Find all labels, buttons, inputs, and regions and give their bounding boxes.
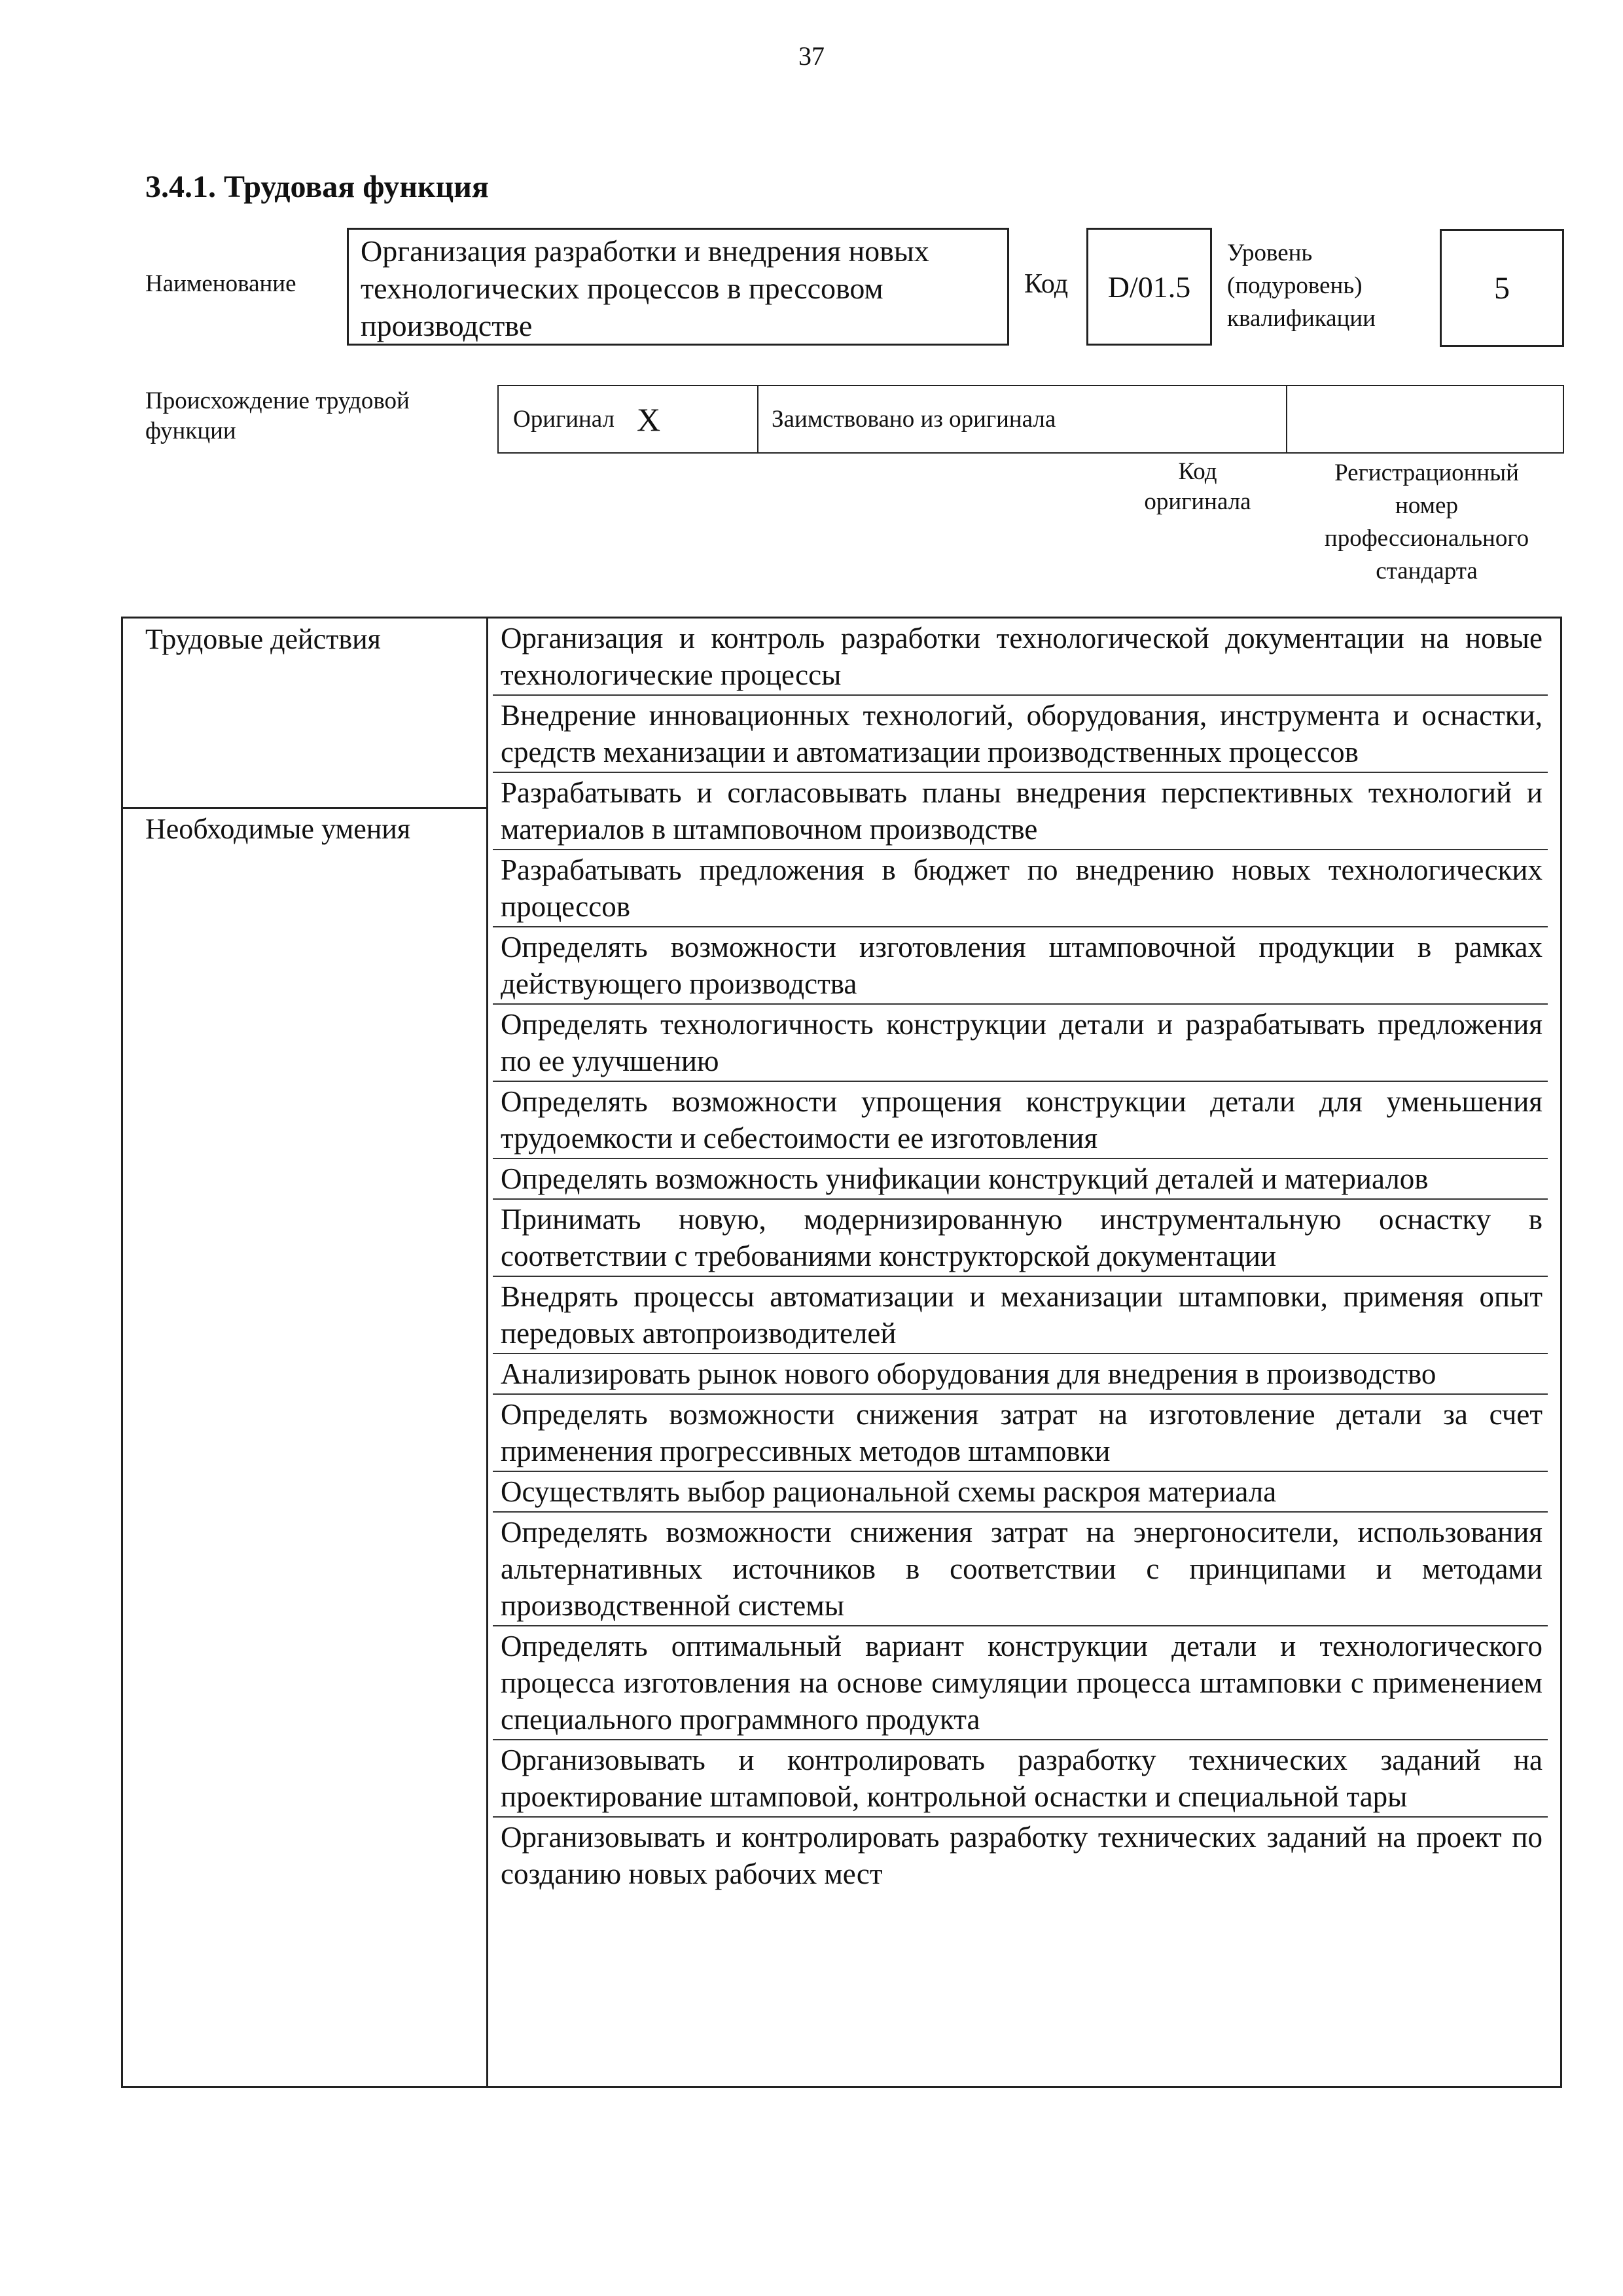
name-label: Наименование bbox=[145, 270, 296, 297]
skill-item: Определять оптимальный вариант конструкции детали и технологического процесса изготовления на основе симуляции процесса штамповки с применением специального программного продукта bbox=[493, 1626, 1548, 1740]
origin-borrowed-cell: Заимствовано из оригинала bbox=[758, 386, 1287, 452]
caption-line: Регистрационный bbox=[1334, 459, 1519, 486]
origin-regnum-cell bbox=[1287, 386, 1563, 452]
caption-line: стандарта bbox=[1376, 558, 1478, 584]
skill-item: Определять возможности снижения затрат на изготовление детали за счет применения прогрессивных методов штамповки bbox=[493, 1395, 1548, 1472]
category-divider bbox=[123, 807, 486, 809]
origin-original-cell bbox=[499, 386, 758, 452]
skill-item: Внедрять процессы автоматизации и механизации штамповки, применяя опыт передовых автопроизводителей bbox=[493, 1277, 1548, 1354]
skill-item: Разрабатывать предложения в бюджет по внедрению новых технологических процессов bbox=[493, 850, 1548, 927]
caption-registration-number bbox=[1293, 457, 1561, 588]
origin-original-label: Оригинал bbox=[513, 406, 615, 433]
labor-action-item: Организация и контроль разработки технологической документации на новые технологические процессы bbox=[493, 619, 1548, 696]
skill-item: Определять технологичность конструкции детали и разрабатывать предложения по ее улучшению bbox=[493, 1005, 1548, 1082]
skill-item: Принимать новую, модернизированную инструментальную оснастку в соответствии с требованиями конструкторской документации bbox=[493, 1200, 1548, 1277]
code-value-box: D/01.5 bbox=[1086, 228, 1212, 346]
name-value-box: Организация разработки и внедрения новых технологических процессов в прессовом производстве bbox=[347, 228, 1009, 346]
level-label-line: Уровень bbox=[1227, 240, 1313, 266]
labor-actions-label: Трудовые действия bbox=[145, 623, 381, 655]
caption-line: Код bbox=[1178, 458, 1217, 485]
skill-item: Определять возможность унификации конструкций деталей и материалов bbox=[493, 1159, 1548, 1200]
column-divider bbox=[486, 619, 488, 2086]
skill-item: Осуществлять выбор рациональной схемы раскроя материала bbox=[493, 1472, 1548, 1513]
skill-item: Определять возможности изготовления штамповочной продукции в рамках действующего производства bbox=[493, 927, 1548, 1005]
level-value-box: 5 bbox=[1440, 229, 1564, 347]
level-label bbox=[1227, 237, 1376, 335]
origin-original-mark: X bbox=[637, 401, 661, 438]
skills-label: Необходимые умения bbox=[145, 813, 411, 845]
origin-label: Происхождение трудовой функции bbox=[145, 387, 410, 444]
skill-item: Организовывать и контролировать разработку технических заданий на проект по созданию новых рабочих мест bbox=[501, 1821, 1543, 1890]
labor-action-item: Внедрение инновационных технологий, оборудования, инструмента и оснастки, средств механизации и автоматизации производственных процессов bbox=[493, 696, 1548, 773]
level-label-line: (подуровень) bbox=[1227, 272, 1363, 299]
skill-item: Определять возможности упрощения конструкции детали для уменьшения трудоемкости и себестоимости ее изготовления bbox=[493, 1082, 1548, 1159]
items-column bbox=[493, 619, 1548, 1893]
caption-line: оригинала bbox=[1144, 488, 1251, 515]
section-heading: 3.4.1. Трудовая функция bbox=[145, 170, 489, 204]
page-number: 37 bbox=[798, 41, 825, 71]
code-label: Код bbox=[1024, 269, 1069, 299]
caption-line: номер bbox=[1395, 492, 1458, 519]
origin-table bbox=[497, 385, 1564, 454]
skill-item: Определять возможности снижения затрат на энергоносители, использования альтернативных источников в соответствии с принципами и методами производственной системы bbox=[493, 1513, 1548, 1626]
function-table bbox=[121, 617, 1562, 2088]
skill-item: Анализировать рынок нового оборудования для внедрения в производство bbox=[493, 1354, 1548, 1395]
skill-item: Разрабатывать и согласовывать планы внедрения перспективных технологий и материалов в штамповочном производстве bbox=[493, 773, 1548, 850]
level-label-line: квалификации bbox=[1227, 305, 1376, 332]
caption-line: профессионального bbox=[1324, 525, 1529, 552]
caption-original-code bbox=[1113, 457, 1283, 517]
skill-item: Организовывать и контролировать разработку технических заданий на проектирование штамповой, контрольной оснастки и специальной тары bbox=[493, 1740, 1548, 1818]
